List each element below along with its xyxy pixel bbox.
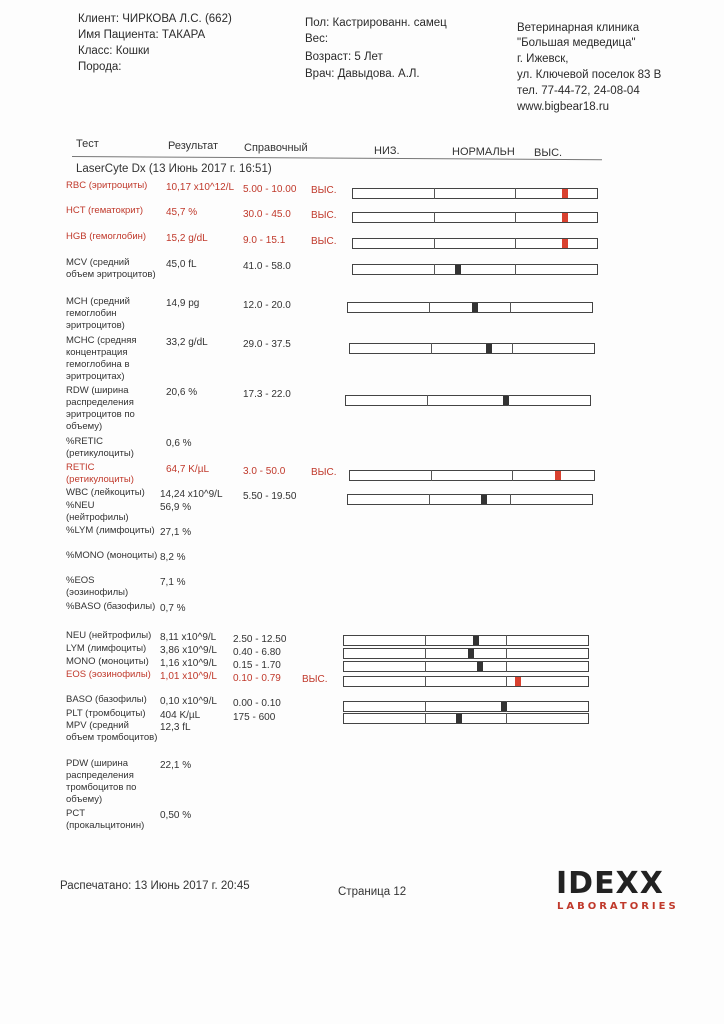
- reference-range: 41.0 - 58.0: [243, 261, 291, 272]
- range-divider: [431, 470, 432, 481]
- breed-line: Порода:: [78, 61, 122, 73]
- range-divider: [506, 635, 507, 646]
- test-name: MONO (моноциты): [66, 656, 149, 667]
- range-divider: [506, 648, 507, 659]
- range-divider: [425, 635, 426, 646]
- range-bar: [343, 661, 589, 672]
- range-bar: [352, 238, 598, 249]
- col-normal: НОРМАЛЬН: [452, 146, 515, 158]
- idexx-logo: IDEXX: [556, 866, 664, 901]
- test-result: 33,2 g/dL: [166, 337, 208, 348]
- test-result: 10,17 x10^12/L: [166, 182, 235, 193]
- test-name: WBC (лейкоциты): [66, 487, 145, 498]
- header-rule: [72, 156, 602, 160]
- range-divider: [427, 395, 428, 406]
- high-flag: ВЫС.: [311, 210, 337, 221]
- test-name: MCHC (средняя концентрация гемоглобина в эритроцитах): [66, 335, 137, 382]
- range-divider: [506, 676, 507, 687]
- range-divider: [512, 343, 513, 354]
- test-result: 20,6 %: [166, 387, 198, 398]
- reference-range: 0.15 - 1.70: [233, 660, 281, 671]
- test-result: 1,01 x10^9/L: [160, 671, 217, 682]
- printed-date: Распечатано: 13 Июнь 2017 г. 20:45: [60, 880, 250, 892]
- reference-range: 12.0 - 20.0: [243, 300, 291, 311]
- test-result: 0,6 %: [166, 438, 192, 449]
- test-name: LYM (лимфоциты): [66, 643, 147, 654]
- class-line: Класс: Кошки: [78, 45, 150, 57]
- range-bar: [352, 188, 598, 199]
- test-result: 45,7 %: [166, 207, 198, 218]
- clinic-address: ул. Ключевой поселок 83 В: [517, 69, 662, 81]
- range-bar: [352, 264, 598, 275]
- reference-range: 9.0 - 15.1: [243, 235, 286, 246]
- test-name: PLT (тромбоциты): [66, 708, 146, 719]
- value-marker: [481, 495, 487, 504]
- weight-line: Вес:: [305, 33, 329, 45]
- test-result: 56,9 %: [160, 502, 192, 513]
- high-value-marker: [562, 213, 568, 222]
- test-name: HGB (гемоглобин): [66, 231, 147, 242]
- value-marker: [486, 344, 492, 353]
- range-divider: [510, 494, 511, 505]
- value-marker: [473, 636, 479, 645]
- reference-range: 5.50 - 19.50: [243, 491, 297, 502]
- clinic-phone: тел. 77-44-72, 24-08-04: [517, 85, 640, 97]
- test-result: 3,86 x10^9/L: [160, 645, 217, 656]
- range-bar: [343, 676, 589, 687]
- range-divider: [434, 188, 435, 199]
- test-name: MCH (средний гемоглобин эритроцитов): [66, 296, 130, 331]
- test-result: 1,16 x10^9/L: [160, 658, 217, 669]
- range-divider: [512, 470, 513, 481]
- test-result: 22,1 %: [160, 760, 192, 771]
- reference-range: 0.40 - 6.80: [233, 647, 281, 658]
- value-marker: [503, 396, 509, 405]
- range-divider: [425, 648, 426, 659]
- range-bar: [345, 395, 591, 406]
- test-result: 27,1 %: [160, 527, 192, 538]
- range-bar: [343, 648, 589, 659]
- range-divider: [515, 212, 516, 223]
- test-result: 8,11 x10^9/L: [160, 632, 217, 643]
- analyzer-title: LaserCyte Dx (13 Июнь 2017 г. 16:51): [76, 163, 272, 175]
- range-divider: [429, 494, 430, 505]
- col-result: Результат: [168, 140, 219, 152]
- page-number: Страница 12: [338, 886, 407, 898]
- test-name: NEU (нейтрофилы): [66, 630, 152, 641]
- test-result: 0,10 x10^9/L: [160, 696, 217, 707]
- range-divider: [515, 264, 516, 275]
- test-name: RDW (ширина распределения эритроцитов по объему): [66, 385, 135, 432]
- test-result: 12,3 fL: [160, 722, 191, 733]
- range-divider: [425, 713, 426, 724]
- client-line: Клиент: ЧИРКОВА Л.С. (662): [78, 13, 232, 25]
- high-flag: ВЫС.: [302, 674, 328, 685]
- test-name: HCT (гематокрит): [66, 205, 144, 216]
- high-flag: ВЫС.: [311, 185, 337, 196]
- age-line: Возраст: 5 Лет: [305, 51, 383, 63]
- test-name: MPV (средний объем тромбоцитов): [66, 720, 158, 743]
- reference-range: 2.50 - 12.50: [233, 634, 287, 645]
- range-bar: [347, 302, 593, 313]
- test-result: 0,7 %: [160, 603, 186, 614]
- test-name: %EOS (эозинофилы): [66, 575, 129, 598]
- reference-range: 0.00 - 0.10: [233, 698, 281, 709]
- range-bar: [343, 635, 589, 646]
- range-bar: [349, 470, 595, 481]
- high-value-marker: [515, 677, 521, 686]
- test-result: 14,24 x10^9/L: [160, 489, 223, 500]
- high-value-marker: [562, 239, 568, 248]
- sex-line: Пол: Кастрированн. самец: [305, 17, 447, 29]
- value-marker: [501, 702, 507, 711]
- test-name: BASO (базофилы): [66, 694, 147, 705]
- clinic-brand: "Большая медведица": [517, 37, 636, 49]
- range-bar: [352, 212, 598, 223]
- col-ref: Справочный: [244, 142, 308, 154]
- high-flag: ВЫС.: [311, 236, 337, 247]
- range-bar: [343, 701, 589, 712]
- clinic-name: Ветеринарная клиника: [517, 22, 640, 34]
- range-divider: [515, 238, 516, 249]
- test-name: RBC (эритроциты): [66, 180, 148, 191]
- range-divider: [429, 302, 430, 313]
- range-divider: [434, 238, 435, 249]
- value-marker: [472, 303, 478, 312]
- value-marker: [468, 649, 474, 658]
- range-divider: [434, 212, 435, 223]
- test-result: 45,0 fL: [166, 259, 197, 270]
- value-marker: [456, 714, 462, 723]
- test-name: RETIC (ретикулоциты): [66, 462, 134, 485]
- reference-range: 0.10 - 0.79: [233, 673, 281, 684]
- range-bar: [349, 343, 595, 354]
- test-name: %RETIC (ретикулоциты): [66, 436, 134, 459]
- high-value-marker: [562, 189, 568, 198]
- reference-range: 30.0 - 45.0: [243, 209, 291, 220]
- range-divider: [506, 661, 507, 672]
- test-result: 7,1 %: [160, 577, 186, 588]
- col-low: НИЗ.: [374, 145, 400, 157]
- range-divider: [425, 701, 426, 712]
- value-marker: [477, 662, 483, 671]
- range-divider: [515, 188, 516, 199]
- high-flag: ВЫС.: [311, 467, 337, 478]
- test-name: PDW (ширина распределения тромбоцитов по объему): [66, 758, 137, 805]
- idexx-logo-subtitle: LABORATORIES: [557, 901, 679, 912]
- doctor-line: Врач: Давыдова. А.Л.: [305, 68, 420, 80]
- range-bar: [343, 713, 589, 724]
- test-name: %BASO (базофилы): [66, 601, 156, 612]
- reference-range: 29.0 - 37.5: [243, 339, 291, 350]
- test-result: 0,50 %: [160, 810, 192, 821]
- clinic-city: г. Ижевск,: [517, 53, 569, 65]
- range-divider: [425, 676, 426, 687]
- test-name: %NEU (нейтрофилы): [66, 500, 129, 523]
- reference-range: 175 - 600: [233, 712, 276, 723]
- range-divider: [434, 264, 435, 275]
- patient-line: Имя Пациента: ТАКАРА: [78, 29, 206, 41]
- high-value-marker: [555, 471, 561, 480]
- reference-range: 3.0 - 50.0: [243, 466, 286, 477]
- test-name: %MONO (моноциты): [66, 550, 158, 561]
- test-name: PCT (прокальцитонин): [66, 808, 145, 831]
- test-result: 404 K/µL: [160, 710, 201, 721]
- col-test: Тест: [76, 138, 99, 150]
- range-divider: [506, 713, 507, 724]
- test-name: MCV (средний объем эритроцитов): [66, 257, 156, 280]
- test-result: 64,7 K/µL: [166, 464, 210, 475]
- col-high: ВЫС.: [534, 147, 563, 159]
- test-name: %LYM (лимфоциты): [66, 525, 155, 536]
- test-result: 14,9 pg: [166, 298, 200, 309]
- clinic-website: www.bigbear18.ru: [517, 101, 610, 113]
- reference-range: 17.3 - 22.0: [243, 389, 291, 400]
- test-name: EOS (эозинофилы): [66, 669, 151, 680]
- test-result: 15,2 g/dL: [166, 233, 208, 244]
- range-bar: [347, 494, 593, 505]
- reference-range: 5.00 - 10.00: [243, 184, 297, 195]
- value-marker: [455, 265, 461, 274]
- test-result: 8,2 %: [160, 552, 186, 563]
- range-divider: [510, 302, 511, 313]
- range-divider: [425, 661, 426, 672]
- range-divider: [431, 343, 432, 354]
